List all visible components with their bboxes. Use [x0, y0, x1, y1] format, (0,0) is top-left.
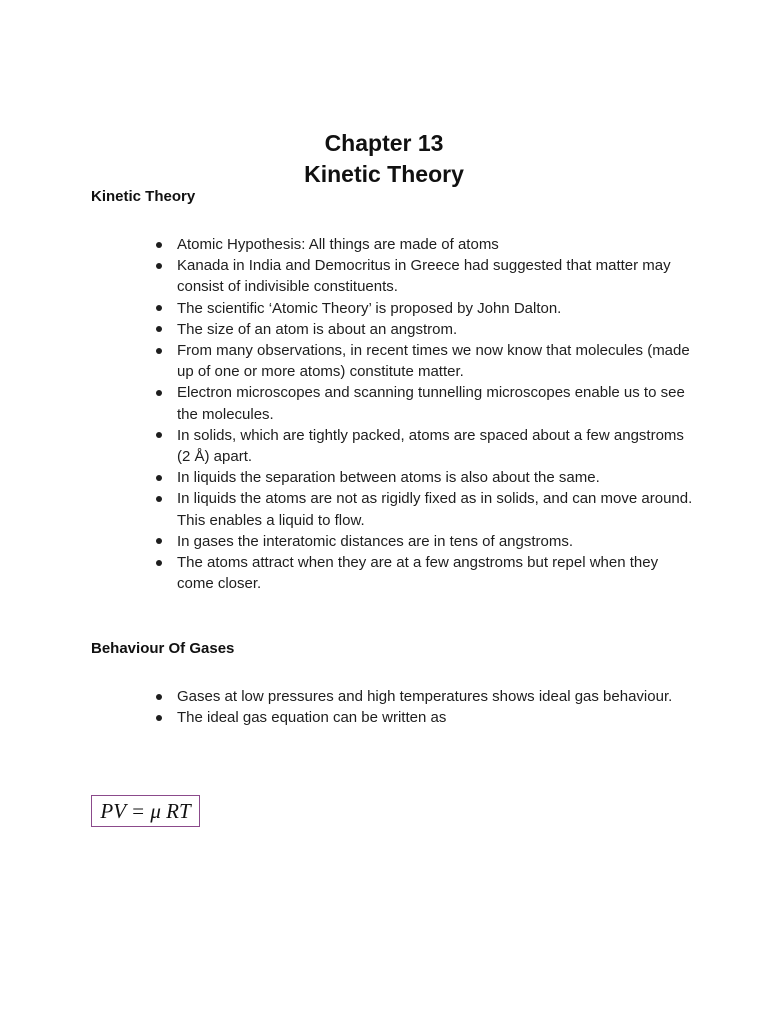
- chapter-title: [0, 128, 768, 190]
- list-item: [153, 234, 693, 255]
- list-item-text: In liquids the separation between atoms is also about the same.: [177, 469, 600, 487]
- list-item: [153, 298, 693, 319]
- list-item: [153, 552, 693, 594]
- bullet-icon: [156, 538, 162, 544]
- bullet-list-kinetic-theory: [153, 234, 693, 594]
- bullet-icon: [156, 432, 162, 438]
- list-item-text: The atoms attract when they are at a few angstroms but repel when they come closer.: [177, 554, 659, 593]
- list-item: [153, 382, 693, 424]
- ideal-gas-equation: PV = μ RT: [91, 795, 200, 827]
- list-item-text: Electron microscopes and scanning tunnelling microscopes enable us to see the molecules.: [177, 384, 685, 423]
- bullet-icon: [156, 305, 162, 311]
- list-item: [153, 467, 693, 488]
- list-item-text: The ideal gas equation can be written as: [177, 709, 447, 727]
- list-item-text: Gases at low pressures and high temperatures shows ideal gas behaviour.: [177, 688, 673, 705]
- list-item: [153, 488, 693, 530]
- list-item-text: Kanada in India and Democritus in Greece had suggested that matter may consist of indivisible constituents.: [177, 257, 671, 296]
- list-item: [153, 707, 693, 728]
- list-item-text: From many observations, in recent times we now know that molecules (made up of one or more atoms) constitute matter.: [177, 342, 690, 381]
- list-item: [153, 425, 693, 467]
- bullet-icon: [156, 390, 162, 396]
- chapter-name: Kinetic Theory: [304, 161, 464, 187]
- list-item: [153, 255, 693, 297]
- bullet-list-behaviour-of-gases: [153, 686, 693, 728]
- bullet-icon: [156, 348, 162, 354]
- list-item-text: The size of an atom is about an angstrom.: [177, 320, 458, 338]
- list-item: [153, 340, 693, 382]
- chapter-number: Chapter 13: [324, 130, 444, 156]
- section-heading-kinetic-theory: Kinetic Theory: [91, 188, 196, 205]
- list-item-text: In gases the interatomic distances are in tens of angstroms.: [177, 532, 574, 550]
- bullet-icon: [156, 496, 162, 502]
- list-item-text: In solids, which are tightly packed, atoms are spaced about a few angstroms (2 Å) apart.: [177, 426, 684, 466]
- list-item: [153, 686, 693, 707]
- bullet-icon: [156, 560, 162, 566]
- list-item: [153, 319, 693, 340]
- bullet-icon: [156, 263, 162, 269]
- bullet-icon: [156, 242, 162, 248]
- bullet-icon: [156, 715, 162, 721]
- list-item-text: Atomic Hypothesis: All things are made of atoms: [177, 236, 499, 253]
- bullet-icon: [156, 326, 162, 332]
- section-heading-behaviour-of-gases: Behaviour Of Gases: [91, 640, 235, 657]
- bullet-icon: [156, 694, 162, 700]
- bullet-icon: [156, 475, 162, 481]
- list-item-text: In liquids the atoms are not as rigidly fixed as in solids, and can move around. This enables a liquid to flow.: [177, 490, 693, 529]
- list-item-text: The scientific ‘Atomic Theory’ is proposed by John Dalton.: [177, 299, 562, 317]
- list-item: [153, 531, 693, 552]
